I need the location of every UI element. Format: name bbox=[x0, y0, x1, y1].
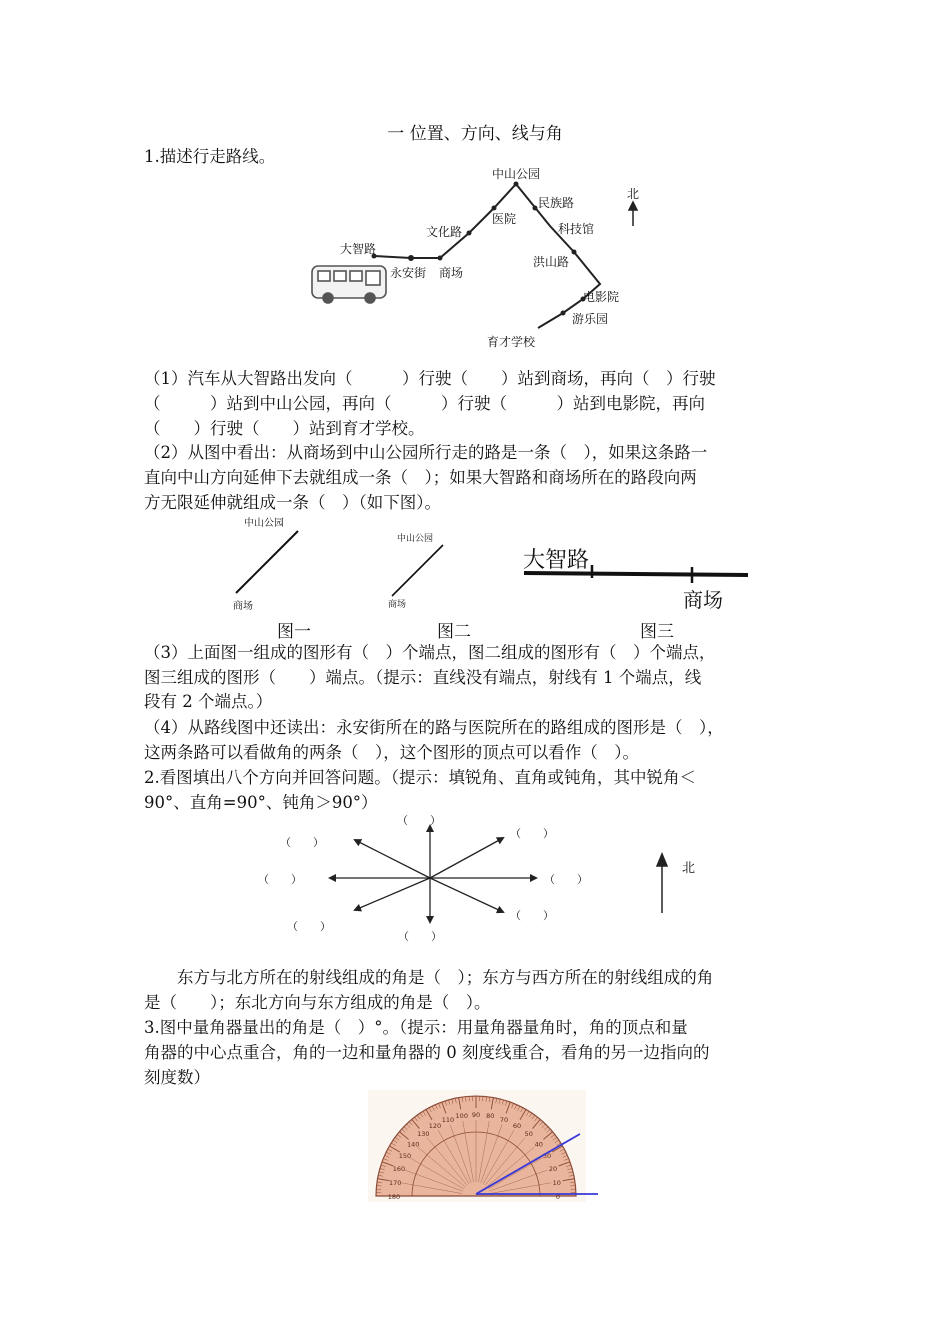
stop-label: 育才学校 bbox=[487, 335, 536, 349]
figure2-top-label: 中山公园 bbox=[397, 534, 434, 544]
direction-blank: （ ） bbox=[287, 920, 331, 933]
stop-label: 洪山路 bbox=[533, 255, 570, 269]
protractor-label: 100 bbox=[455, 1112, 468, 1121]
page-title: 一 位置、方向、线与角 bbox=[387, 124, 563, 144]
q1-part1-line: （ ）行驶（ ）站到育才学校。 bbox=[144, 419, 425, 438]
q1-part2-line: 直向中山方向延伸下去就组成一条（ ）；如果大智路和商场所在的路段向两 bbox=[144, 468, 697, 487]
q1-part3-line: （3）上面图一组成的图形有（ ）个端点，图二组成的图形有（ ）个端点， bbox=[144, 643, 716, 662]
protractor-label: 20 bbox=[548, 1164, 558, 1173]
protractor-label: 40 bbox=[534, 1140, 543, 1149]
q2-answer-line: 东方与北方所在的射线组成的角是（ ）；东方与西方所在的射线组成的角 bbox=[144, 968, 714, 987]
figure3-left-label: 大智路 bbox=[523, 548, 590, 573]
north-label: 北 bbox=[682, 861, 696, 876]
protractor-label: 120 bbox=[428, 1121, 442, 1130]
figure2-caption: 图二 bbox=[437, 622, 471, 642]
protractor-label: 110 bbox=[441, 1115, 455, 1124]
figure1-bottom-label: 商场 bbox=[233, 601, 253, 612]
north-label: 北 bbox=[627, 187, 640, 201]
q1-part1-line: （1）汽车从大智路出发向（ ）行驶（ ）站到商场，再向（ ）行驶 bbox=[144, 369, 716, 388]
q1-part4-line: 这两条路可以看做角的两条（ ），这个图形的顶点可以看作（ ）。 bbox=[144, 743, 639, 762]
q3-text-line: 3.图中量角器量出的角是（ ）°。（提示：用量角器量角时，角的顶点和量 bbox=[144, 1018, 688, 1037]
q2-heading-line: 90°、直角=90°、钝角＞90°） bbox=[144, 793, 378, 812]
protractor-label: 70 bbox=[499, 1115, 509, 1124]
q1-heading: 1.描述行走路线。 bbox=[144, 147, 276, 166]
figure3-right-label: 商场 bbox=[683, 588, 723, 612]
q2-heading-line: 2.看图填出八个方向并回答问题。（提示：填锐角、直角或钝角，其中锐角＜ bbox=[144, 768, 696, 787]
figure1-top-label: 中山公园 bbox=[244, 518, 284, 529]
q1-part2-line: （2）从图中看出：从商场到中山公园所行走的路是一条（ ），如果这条路一 bbox=[144, 443, 708, 462]
stop-label: 科技馆 bbox=[558, 222, 595, 236]
q2-answer-line: 是（ ）；东北方向与东方组成的角是（ ）。 bbox=[144, 993, 491, 1012]
q3-text-line: 刻度数） bbox=[144, 1068, 210, 1087]
q1-part3-line: 段有 2 个端点。） bbox=[144, 692, 273, 711]
protractor-label: 90 bbox=[471, 1111, 481, 1119]
protractor-label: 50 bbox=[524, 1130, 533, 1139]
q1-part1-line: （ ）站到中山公园，再向（ ）行驶（ ）站到电影院，再向 bbox=[144, 394, 705, 413]
q1-part3-line: 图三组成的图形（ ）端点。（提示：直线没有端点，射线有 1 个端点，线 bbox=[144, 668, 702, 687]
direction-blank: （ ） bbox=[258, 873, 302, 886]
direction-blank: （ ） bbox=[510, 909, 554, 922]
stop-label: 商场 bbox=[439, 266, 464, 280]
q1-part4-line: （4）从路线图中还读出：永安街所在的路与医院所在的路组成的图形是（ ）， bbox=[144, 718, 724, 737]
direction-blank: （ ） bbox=[397, 814, 441, 827]
q3-text-line: 角器的中心点重合，角的一边和量角器的 0 刻度线重合，看角的另一边指向的 bbox=[144, 1043, 710, 1062]
stop-label: 电影院 bbox=[583, 290, 620, 304]
stop-label: 民族路 bbox=[538, 196, 575, 210]
protractor-label: 10 bbox=[552, 1178, 561, 1187]
figure2-bottom-label: 商场 bbox=[388, 600, 407, 610]
protractor-label: 160 bbox=[392, 1164, 406, 1173]
stop-label: 文化路 bbox=[426, 225, 463, 239]
protractor-label: 60 bbox=[512, 1121, 522, 1130]
direction-blank: （ ） bbox=[510, 827, 554, 840]
protractor-label: 170 bbox=[389, 1178, 402, 1187]
direction-blank: （ ） bbox=[544, 873, 588, 886]
stop-label: 大智路 bbox=[340, 242, 377, 256]
direction-blank: （ ） bbox=[280, 836, 324, 849]
protractor-label: 130 bbox=[417, 1130, 430, 1139]
direction-blank: （ ） bbox=[398, 930, 442, 943]
protractor-label: 150 bbox=[398, 1152, 412, 1160]
figure3-caption: 图三 bbox=[640, 622, 674, 642]
stop-label: 中山公园 bbox=[492, 167, 541, 181]
protractor-label: 0 bbox=[555, 1193, 561, 1201]
stop-label: 游乐园 bbox=[572, 312, 609, 326]
protractor-label: 180 bbox=[387, 1193, 401, 1201]
protractor-label: 140 bbox=[406, 1140, 420, 1149]
q1-part2-line: 方无限延伸就组成一条（ ）（如下图）。 bbox=[144, 493, 441, 512]
stop-label: 医院 bbox=[492, 212, 517, 226]
protractor-label: 80 bbox=[486, 1112, 495, 1121]
stop-label: 永安街 bbox=[390, 266, 427, 280]
protractor-label: 30 bbox=[542, 1152, 552, 1160]
figure1-caption: 图一 bbox=[277, 622, 311, 642]
